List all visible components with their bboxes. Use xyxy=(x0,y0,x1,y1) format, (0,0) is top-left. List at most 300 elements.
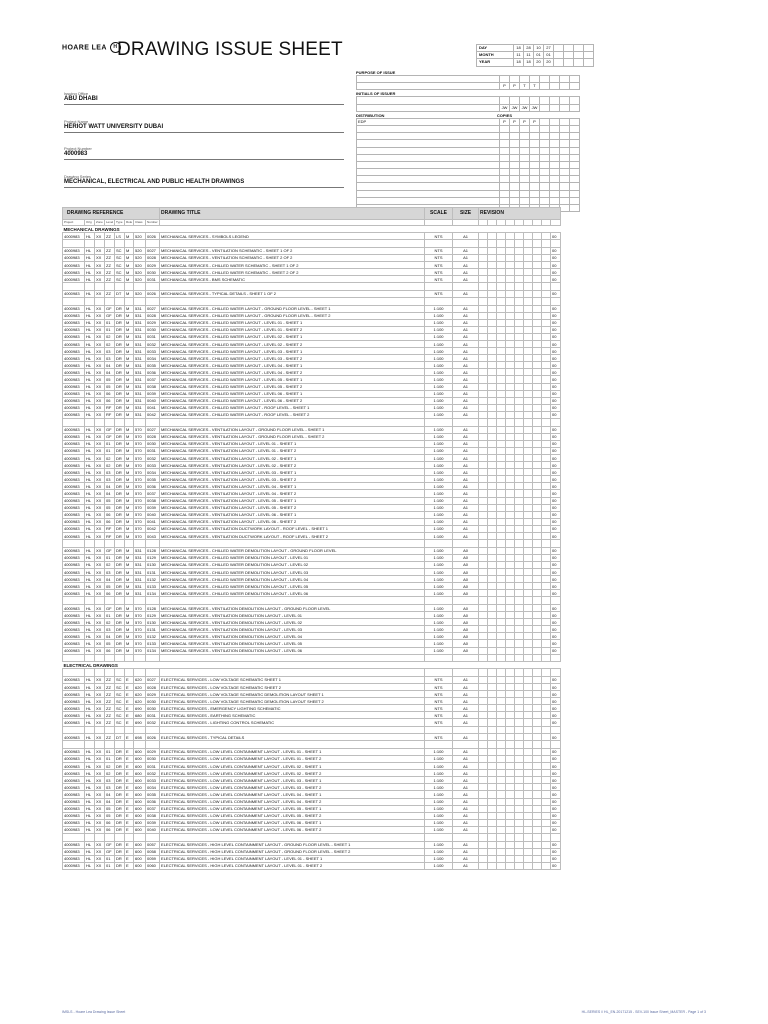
revision-cell xyxy=(506,233,515,240)
ref-cell: M xyxy=(125,626,134,633)
ref-cell: XX xyxy=(95,369,105,376)
revision-cell xyxy=(542,376,551,383)
revision-cell xyxy=(524,533,533,540)
revision-cell xyxy=(497,518,506,525)
ref-cell: 4000983 xyxy=(63,497,85,504)
ref-cell: 531 xyxy=(134,390,146,397)
size-cell: A1 xyxy=(453,533,479,540)
blank-cell xyxy=(95,283,105,291)
revision-cell xyxy=(524,805,533,812)
distribution-cell xyxy=(520,133,530,140)
table-row xyxy=(63,312,561,319)
blank-cell xyxy=(125,540,134,548)
drawing-title-cell: MECHANICAL SERVICES - VENTILATION LAYOUT - LEVEL 01 - SHEET 1 xyxy=(160,440,425,447)
drawing-title-cell: ELECTRICAL SERVICES - LOW LEVEL CONTAINMENT LAYOUT - LEVEL 01 - SHEET 2 xyxy=(160,755,425,762)
blank-cell xyxy=(506,741,515,749)
revision-cell xyxy=(479,547,488,554)
revision-cell xyxy=(542,254,551,261)
ref-cell: 531 xyxy=(134,404,146,411)
blank-cell xyxy=(146,240,160,248)
ref-cell: M xyxy=(125,583,134,590)
size-cell: A1 xyxy=(453,376,479,383)
ref-cell: 01 xyxy=(105,319,115,326)
ref-cell: XX xyxy=(95,426,105,433)
drawing-series-block xyxy=(64,174,344,188)
table-row xyxy=(63,812,561,819)
size-cell: A1 xyxy=(453,469,479,476)
scale-cell: 1:100 xyxy=(425,763,453,770)
ref-cell: 0028 xyxy=(146,684,160,691)
revision-cell xyxy=(524,712,533,719)
revision-cell xyxy=(524,511,533,518)
ref-cell: HL xyxy=(85,390,95,397)
revision-cell xyxy=(533,626,542,633)
revision-cell xyxy=(488,640,497,647)
size-cell: A1 xyxy=(453,698,479,705)
initials-blank-cell xyxy=(500,97,510,104)
ref-cell: 0026 xyxy=(146,233,160,240)
ref-cell: DR xyxy=(115,569,125,576)
ref-cell: DR xyxy=(115,397,125,404)
subheader-cell: Project xyxy=(63,220,85,226)
ref-cell: HL xyxy=(85,676,95,683)
revision-cell xyxy=(533,383,542,390)
ref-cell: ZZ xyxy=(105,698,115,705)
ref-cell: HL xyxy=(85,254,95,261)
ref-cell: DR xyxy=(115,319,125,326)
revision-cell xyxy=(479,533,488,540)
ref-cell: M xyxy=(125,383,134,390)
revision-cell xyxy=(524,784,533,791)
ref-cell: SC xyxy=(115,676,125,683)
distribution-label-cell xyxy=(357,183,500,190)
table-row xyxy=(63,862,561,869)
initials-cell xyxy=(550,104,560,111)
distribution-cell xyxy=(500,154,510,161)
revision-cell xyxy=(542,511,551,518)
revision-cell: 00 xyxy=(551,604,561,611)
size-cell: A1 xyxy=(453,819,479,826)
revision-cell xyxy=(524,619,533,626)
distribution-cell xyxy=(500,176,510,183)
blank-cell xyxy=(542,283,551,291)
distribution-cell xyxy=(550,169,560,176)
ref-cell: 4000983 xyxy=(63,590,85,597)
revision-cell xyxy=(506,590,515,597)
size-cell: A1 xyxy=(453,511,479,518)
initials-cell xyxy=(570,104,580,111)
ref-cell: E xyxy=(125,748,134,755)
ref-cell: HL xyxy=(85,497,95,504)
blank-cell xyxy=(146,419,160,427)
size-cell: A1 xyxy=(453,504,479,511)
drawing-title-cell: MECHANICAL SERVICES - CHILLED WATER LAYOUT - ROOF LEVEL - SHEET 1 xyxy=(160,404,425,411)
distribution-cell xyxy=(540,147,550,154)
ref-cell: 02 xyxy=(105,341,115,348)
ref-cell: HL xyxy=(85,848,95,855)
table-row xyxy=(63,504,561,511)
distribution-cell xyxy=(510,183,520,190)
revision-cell: 00 xyxy=(551,819,561,826)
drawing-title-cell: ELECTRICAL SERVICES - LOW VOLTAGE SCHEMATIC SHEET 1 xyxy=(160,676,425,683)
ref-cell: 531 xyxy=(134,355,146,362)
blank-cell xyxy=(134,654,146,662)
revision-cell xyxy=(506,855,515,862)
distribution-row xyxy=(357,190,580,197)
distribution-cell xyxy=(550,154,560,161)
revision-cell xyxy=(497,583,506,590)
ref-cell: 0039 xyxy=(146,819,160,826)
revision-cell xyxy=(533,633,542,640)
ref-cell: 531 xyxy=(134,583,146,590)
revision-cell xyxy=(479,748,488,755)
ref-cell: XX xyxy=(95,705,105,712)
drawing-title-cell: MECHANICAL SERVICES - CHILLED WATER LAYOUT - ROOF LEVEL - SHEET 2 xyxy=(160,411,425,418)
ref-cell: 4000983 xyxy=(63,525,85,532)
date-cell: 20 xyxy=(544,59,554,66)
table-row xyxy=(63,254,561,261)
revision-cell xyxy=(533,554,542,561)
ref-cell: 0040 xyxy=(146,826,160,833)
revision-cell xyxy=(506,698,515,705)
revision-cell xyxy=(497,763,506,770)
ref-cell: XX xyxy=(95,791,105,798)
distribution-cell xyxy=(550,125,560,132)
ref-cell: 600 xyxy=(134,855,146,862)
revision-cell xyxy=(515,233,524,240)
revision-cell xyxy=(524,261,533,268)
blank-cell xyxy=(479,597,488,605)
blank-cell xyxy=(63,669,85,677)
distribution-cell xyxy=(500,161,510,168)
blank-cell xyxy=(160,240,425,248)
table-row xyxy=(63,755,561,762)
blank-cell xyxy=(146,283,160,291)
subheader-cell: Level xyxy=(106,220,114,224)
blank-cell xyxy=(125,240,134,248)
revision-cell: 00 xyxy=(551,254,561,261)
scale-cell: 1:100 xyxy=(425,554,453,561)
distribution-cell xyxy=(500,125,510,132)
revision-cell xyxy=(533,269,542,276)
issuing-office-label: Issuing Office xyxy=(64,91,89,96)
revision-cell: 00 xyxy=(551,469,561,476)
ref-cell: 0032 xyxy=(146,770,160,777)
ref-cell: 0040 xyxy=(146,511,160,518)
revision-cell xyxy=(488,305,497,312)
revision-cell xyxy=(515,612,524,619)
revision-cell xyxy=(524,812,533,819)
blank-cell xyxy=(125,726,134,734)
copies-label: COPIES xyxy=(496,112,512,118)
table-row xyxy=(63,511,561,518)
ref-cell: HL xyxy=(85,383,95,390)
size-cell: A1 xyxy=(453,862,479,869)
revision-cell xyxy=(488,691,497,698)
revision-cell xyxy=(533,404,542,411)
revision-cell xyxy=(488,525,497,532)
ref-cell: HL xyxy=(85,770,95,777)
blank-cell xyxy=(551,297,561,305)
revision-cell xyxy=(497,433,506,440)
revision-cell xyxy=(542,841,551,848)
revision-cell xyxy=(533,812,542,819)
ref-cell: E xyxy=(125,770,134,777)
ref-cell: M xyxy=(125,497,134,504)
distribution-cell xyxy=(510,125,520,132)
blank-cell xyxy=(479,283,488,291)
distribution-cell xyxy=(500,190,510,197)
revision-cell xyxy=(515,362,524,369)
revision-cell xyxy=(515,462,524,469)
revision-cell xyxy=(479,691,488,698)
revision-cell xyxy=(524,455,533,462)
drawing-title-cell: MECHANICAL SERVICES - CHILLED WATER DEMOLITION LAYOUT - LEVEL 05 xyxy=(160,583,425,590)
revision-cell xyxy=(524,383,533,390)
date-cell: 11 xyxy=(524,52,534,59)
revision-cell xyxy=(515,798,524,805)
ref-cell: 4000983 xyxy=(63,455,85,462)
revision-cell xyxy=(488,547,497,554)
drawing-title-cell: MECHANICAL SERVICES - VENTILATION LAYOUT - LEVEL 05 - SHEET 2 xyxy=(160,504,425,511)
table-row xyxy=(63,376,561,383)
ref-cell: 0057 xyxy=(146,841,160,848)
blank-row xyxy=(63,669,561,677)
ref-cell: 4000983 xyxy=(63,397,85,404)
revision-cell xyxy=(515,770,524,777)
revision-cell xyxy=(524,476,533,483)
revision-cell xyxy=(479,712,488,719)
table-row xyxy=(63,626,561,633)
revision-cell xyxy=(542,390,551,397)
size-cell: A0 xyxy=(453,590,479,597)
ref-cell: HL xyxy=(85,404,95,411)
revision-cell xyxy=(515,383,524,390)
ref-cell: GF xyxy=(105,547,115,554)
revision-cell xyxy=(533,261,542,268)
drawing-title-cell: MECHANICAL SERVICES - VENTILATION LAYOUT - LEVEL 01 - SHEET 2 xyxy=(160,447,425,454)
revision-cell xyxy=(506,383,515,390)
distribution-cell xyxy=(570,140,580,147)
revision-cell xyxy=(533,411,542,418)
ref-cell: 4000983 xyxy=(63,855,85,862)
revision-cell xyxy=(515,261,524,268)
revision-cell xyxy=(497,476,506,483)
revision-cell xyxy=(506,640,515,647)
date-cell: 01 xyxy=(544,52,554,59)
ref-cell: HL xyxy=(85,276,95,283)
date-cell: 28 xyxy=(524,45,534,52)
ref-cell: 4000983 xyxy=(63,533,85,540)
distribution-label: DISTRIBUTION xyxy=(356,112,385,118)
date-cell xyxy=(564,52,574,59)
blank-row xyxy=(63,419,561,427)
revision-cell xyxy=(497,798,506,805)
blank-cell xyxy=(524,540,533,548)
ref-cell: 4000983 xyxy=(63,734,85,741)
blank-cell xyxy=(453,597,479,605)
distribution-cell xyxy=(510,154,520,161)
revision-cell xyxy=(542,525,551,532)
revision-cell xyxy=(497,719,506,726)
revision-cell xyxy=(506,569,515,576)
ref-cell: 4000983 xyxy=(63,483,85,490)
revision-cell xyxy=(479,362,488,369)
revision-cell xyxy=(506,848,515,855)
revision-cell xyxy=(506,469,515,476)
ref-cell: XX xyxy=(95,691,105,698)
scale-cell: 1:100 xyxy=(425,812,453,819)
ref-cell: 05 xyxy=(105,383,115,390)
ref-cell: 02 xyxy=(105,462,115,469)
ref-cell: 531 xyxy=(134,376,146,383)
table-row xyxy=(63,490,561,497)
ref-cell: 0043 xyxy=(146,533,160,540)
size-cell: A1 xyxy=(453,276,479,283)
scale-cell: 1:100 xyxy=(425,426,453,433)
blank-cell xyxy=(497,654,506,662)
blank-cell xyxy=(515,283,524,291)
distribution-row xyxy=(357,169,580,176)
size-cell: A1 xyxy=(453,684,479,691)
revision-cell xyxy=(479,619,488,626)
revision-cell: 00 xyxy=(551,791,561,798)
revision-cell xyxy=(497,604,506,611)
ref-cell: DR xyxy=(115,784,125,791)
scale-cell: 1:100 xyxy=(425,590,453,597)
date-table xyxy=(476,44,594,67)
revision-cell xyxy=(479,554,488,561)
ref-cell: XX xyxy=(95,497,105,504)
revision-cell xyxy=(497,826,506,833)
ref-cell: SC xyxy=(115,269,125,276)
scale-cell: 1:100 xyxy=(425,576,453,583)
blank-cell xyxy=(85,669,95,677)
revision-cell xyxy=(533,547,542,554)
drawing-title-cell: MECHANICAL SERVICES - VENTILATION LAYOUT - LEVEL 04 - SHEET 1 xyxy=(160,483,425,490)
revision-cell xyxy=(497,805,506,812)
ref-cell: SC xyxy=(115,719,125,726)
ref-cell: DR xyxy=(115,440,125,447)
revision-cell xyxy=(497,712,506,719)
scale-cell: 1:100 xyxy=(425,777,453,784)
size-cell: A1 xyxy=(453,734,479,741)
revision-cell xyxy=(479,612,488,619)
revision-cell xyxy=(533,763,542,770)
drawing-title-cell: MECHANICAL SERVICES - CHILLED WATER DEMOLITION LAYOUT - GROUND FLOOR LEVEL xyxy=(160,547,425,554)
revision-cell xyxy=(533,333,542,340)
revision-cell xyxy=(488,312,497,319)
blank-cell xyxy=(115,669,125,677)
ref-cell: 04 xyxy=(105,633,115,640)
ref-cell: ZZ xyxy=(105,684,115,691)
ref-cell: DR xyxy=(115,554,125,561)
initials-label-cell xyxy=(357,104,500,111)
purpose-blank-cell xyxy=(570,76,580,83)
scale-cell: NTS xyxy=(425,290,453,297)
revision-cell xyxy=(524,791,533,798)
ref-cell: 531 xyxy=(134,411,146,418)
revision-cell xyxy=(515,290,524,297)
revision-cell xyxy=(533,640,542,647)
ref-cell: 4000983 xyxy=(63,691,85,698)
ref-cell: 4000983 xyxy=(63,376,85,383)
blank-cell xyxy=(105,726,115,734)
revision-cell: 00 xyxy=(551,862,561,869)
revision-cell xyxy=(533,440,542,447)
revision-cell xyxy=(497,590,506,597)
size-cell: A1 xyxy=(453,319,479,326)
ref-cell: M xyxy=(125,312,134,319)
revision-cell: 00 xyxy=(551,490,561,497)
revision-cell xyxy=(479,355,488,362)
ref-cell: DR xyxy=(115,433,125,440)
ref-cell: HL xyxy=(85,705,95,712)
revision-cell xyxy=(515,276,524,283)
drawing-title-cell: MECHANICAL SERVICES - VENTILATION SCHEMATIC - SHEET 1 OF 2 xyxy=(160,247,425,254)
revision-cell xyxy=(497,576,506,583)
ref-cell: 06 xyxy=(105,518,115,525)
drawing-title-cell: MECHANICAL SERVICES - CHILLED WATER LAYOUT - LEVEL 01 - SHEET 2 xyxy=(160,326,425,333)
ref-cell: 04 xyxy=(105,369,115,376)
table-row xyxy=(63,497,561,504)
scale-cell: 1:100 xyxy=(425,348,453,355)
blank-cell xyxy=(533,833,542,841)
ref-cell: XX xyxy=(95,290,105,297)
blank-cell xyxy=(125,297,134,305)
distribution-cell xyxy=(530,154,540,161)
drawing-title-cell: ELECTRICAL SERVICES - LIGHTING CONTROL SCHEMATIC xyxy=(160,719,425,726)
ref-cell: 4000983 xyxy=(63,798,85,805)
revision-cell xyxy=(488,319,497,326)
ref-cell: 0128 xyxy=(146,547,160,554)
ref-cell: XX xyxy=(95,583,105,590)
initials-cell xyxy=(540,104,550,111)
ref-cell: 03 xyxy=(105,626,115,633)
table-row xyxy=(63,791,561,798)
revision-cell xyxy=(479,326,488,333)
ref-cell: DR xyxy=(115,476,125,483)
distribution-row xyxy=(357,140,580,147)
ref-cell: DR xyxy=(115,376,125,383)
revision-cell xyxy=(542,447,551,454)
scale-cell: NTS xyxy=(425,698,453,705)
ref-cell: 531 xyxy=(134,561,146,568)
revision-cell xyxy=(497,612,506,619)
revision-cell xyxy=(533,561,542,568)
distribution-cell xyxy=(570,183,580,190)
revision-cell xyxy=(497,411,506,418)
distribution-cell xyxy=(550,133,560,140)
blank-cell xyxy=(515,741,524,749)
revision-cell xyxy=(497,383,506,390)
blank-cell xyxy=(488,597,497,605)
ref-cell: M xyxy=(125,333,134,340)
purpose-blank-row xyxy=(357,76,580,83)
blank-cell xyxy=(95,741,105,749)
revision-cell: 00 xyxy=(551,812,561,819)
ref-cell: 570 xyxy=(134,469,146,476)
revision-cell xyxy=(542,533,551,540)
date-cell: 27 xyxy=(544,45,554,52)
ref-cell: M xyxy=(125,462,134,469)
revision-cell xyxy=(497,554,506,561)
revision-cell xyxy=(542,819,551,826)
ref-cell: E xyxy=(125,763,134,770)
date-box xyxy=(476,44,594,67)
size-cell: A1 xyxy=(453,763,479,770)
ref-cell: 0033 xyxy=(146,462,160,469)
